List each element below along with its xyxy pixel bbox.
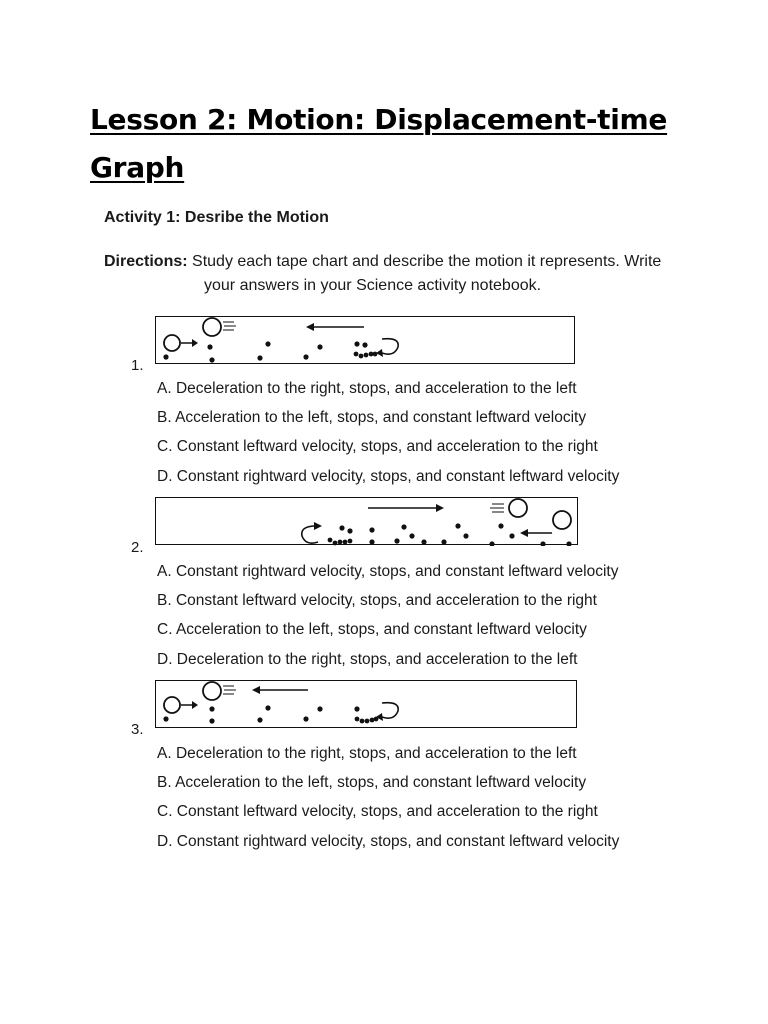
tape-chart-1-drawing [156, 317, 576, 365]
question-3-option-a[interactable]: A. Deceleration to the right, stops, and acceleration to the left [157, 745, 577, 762]
question-3-number: 3. [131, 721, 144, 738]
tape-chart-2-drawing [156, 498, 579, 546]
bounce-arrow-icon [382, 703, 398, 718]
moving-ball-icon [509, 499, 527, 517]
directions-text-2: your answers in your Science activity notebook. [204, 277, 542, 294]
ball-icon [164, 697, 180, 713]
directions-text-1: Study each tape chart and describe the motion it represents. Write [187, 253, 662, 270]
ball-icon [164, 335, 180, 351]
moving-ball-icon [203, 682, 221, 700]
tape-chart-3-drawing [156, 681, 578, 729]
title-line-2: Graph [90, 151, 185, 184]
tape-chart-2 [155, 497, 578, 545]
question-1-option-c[interactable]: C. Constant leftward velocity, stops, and acceleration to the right [157, 438, 598, 455]
directions-label: Directions: [104, 253, 188, 270]
question-2-option-d[interactable]: D. Deceleration to the right, stops, and acceleration to the left [157, 651, 578, 668]
directions [104, 247, 724, 277]
bounce-arrow-icon [382, 339, 398, 354]
moving-ball-icon [203, 318, 221, 336]
question-3-option-c[interactable]: C. Constant leftward velocity, stops, and acceleration to the right [157, 803, 598, 820]
question-2-option-c[interactable]: C. Acceleration to the left, stops, and constant leftward velocity [157, 621, 587, 638]
tape-chart-1 [155, 316, 575, 364]
page-title [90, 96, 690, 192]
question-1-option-d[interactable]: D. Constant rightward velocity, stops, and constant leftward velocity [157, 468, 620, 485]
question-1-option-b[interactable]: B. Acceleration to the left, stops, and constant leftward velocity [157, 409, 587, 426]
question-2-option-b[interactable]: B. Constant leftward velocity, stops, and acceleration to the right [157, 592, 597, 609]
activity-heading: Activity 1: Desribe the Motion [104, 209, 329, 226]
ball-icon [553, 511, 571, 529]
question-2-number: 2. [131, 539, 144, 556]
question-2-option-a[interactable]: A. Constant rightward velocity, stops, and constant leftward velocity [157, 563, 619, 580]
question-3-option-d[interactable]: D. Constant rightward velocity, stops, and constant leftward velocity [157, 833, 620, 850]
title-line-1: Lesson 2: Motion: Displacement-time [90, 103, 668, 136]
question-3-option-b[interactable]: B. Acceleration to the left, stops, and constant leftward velocity [157, 774, 587, 791]
tape-chart-3 [155, 680, 577, 728]
question-1-option-a[interactable]: A. Deceleration to the right, stops, and acceleration to the left [157, 380, 577, 397]
question-1-number: 1. [131, 357, 144, 374]
